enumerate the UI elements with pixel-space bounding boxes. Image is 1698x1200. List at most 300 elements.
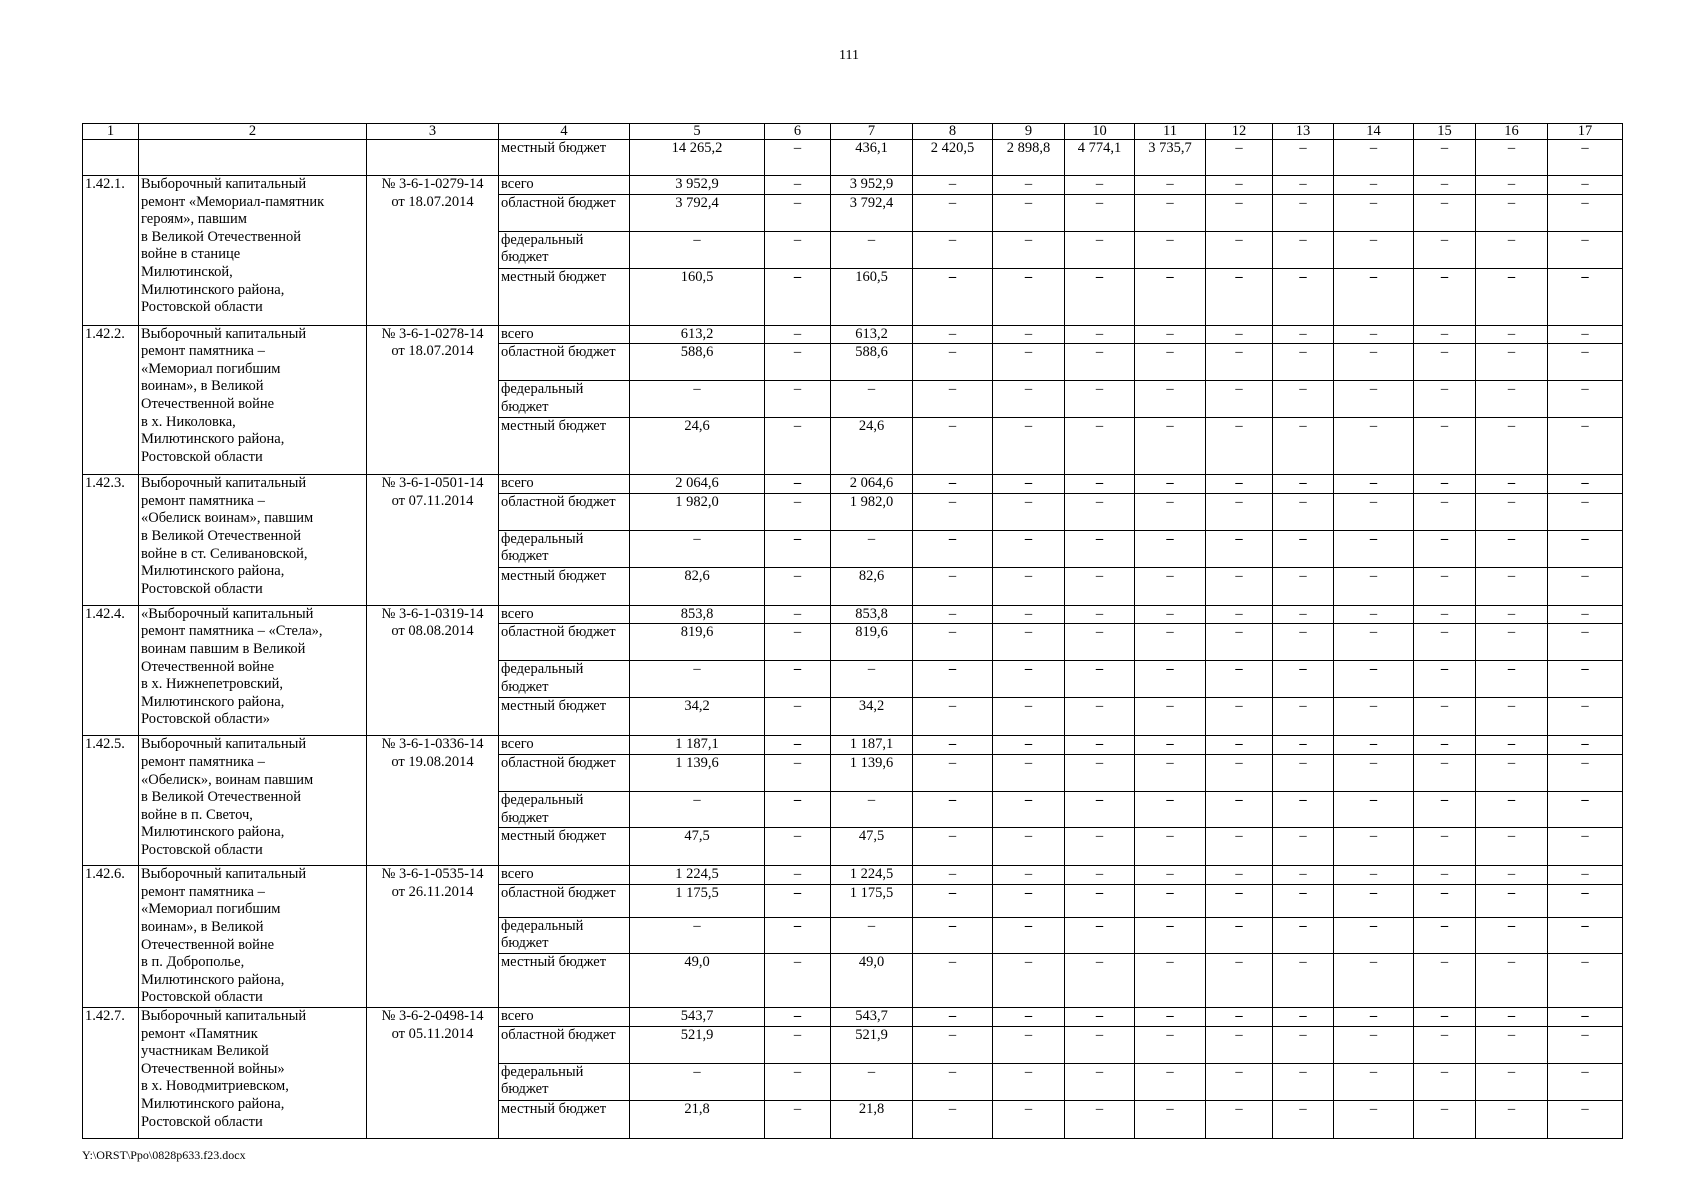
empty-cell (139, 140, 367, 176)
dash-cell: – (1206, 661, 1273, 698)
dash-cell: – (1273, 325, 1334, 344)
dash-cell: – (993, 344, 1065, 381)
value-cell: – (1273, 140, 1334, 176)
funding-source: федеральный бюджет (499, 917, 630, 953)
value-cell: 2 898,8 (993, 140, 1065, 176)
dash-cell: – (1334, 754, 1414, 791)
table-row (83, 325, 1623, 344)
dash-cell: – (1273, 381, 1334, 418)
funding-source: областной бюджет (499, 493, 630, 530)
dash-cell: – (1414, 475, 1476, 494)
dash-cell: – (1476, 624, 1548, 661)
dash-cell: – (1135, 698, 1206, 736)
dash-cell: – (1414, 194, 1476, 231)
dash-cell: – (1206, 1063, 1273, 1100)
header-cell: 15 (1414, 124, 1476, 140)
header-cell: 7 (831, 124, 913, 140)
dash-cell: – (913, 828, 993, 866)
item-code: 1.42.7. (83, 1007, 139, 1138)
dash-cell: – (913, 567, 993, 605)
dash-cell: – (1548, 1063, 1623, 1100)
value-cell: – (765, 493, 831, 530)
document-date: от 19.08.2014 (391, 753, 474, 770)
value-cell: – (765, 754, 831, 791)
dash-cell: – (1414, 828, 1476, 866)
dash-cell: – (1476, 866, 1548, 885)
dash-cell: – (1135, 661, 1206, 698)
value-cell: – (765, 791, 831, 827)
value-cell: 24,6 (630, 418, 765, 475)
dash-cell: – (993, 1063, 1065, 1100)
dash-cell: – (1414, 567, 1476, 605)
table-row (83, 176, 1623, 195)
dash-cell: – (913, 624, 993, 661)
dash-cell: – (1065, 475, 1135, 494)
header-cell: 2 (139, 124, 367, 140)
dash-cell: – (993, 624, 1065, 661)
value-cell: – (765, 530, 831, 567)
item-document (367, 176, 499, 326)
dash-cell: – (1065, 176, 1135, 195)
value-cell: – (831, 661, 913, 698)
value-cell: 819,6 (831, 624, 913, 661)
dash-cell: – (1548, 530, 1623, 567)
dash-cell: – (1414, 917, 1476, 953)
dash-cell: – (1548, 1026, 1623, 1063)
dash-cell: – (1476, 917, 1548, 953)
dash-cell: – (1548, 884, 1623, 917)
dash-cell: – (1476, 884, 1548, 917)
dash-cell: – (1065, 1063, 1135, 1100)
dash-cell: – (913, 605, 993, 624)
dash-cell: – (1334, 661, 1414, 698)
value-cell: 14 265,2 (630, 140, 765, 176)
dash-cell: – (1414, 624, 1476, 661)
item-code: 1.42.6. (83, 866, 139, 1008)
dash-cell: – (1135, 1063, 1206, 1100)
dash-cell: – (1334, 828, 1414, 866)
dash-cell: – (1548, 1007, 1623, 1026)
value-cell: – (765, 605, 831, 624)
value-cell: 3 792,4 (831, 194, 913, 231)
item-document (367, 605, 499, 736)
funding-source: всего (499, 475, 630, 494)
dash-cell: – (1273, 754, 1334, 791)
value-cell: – (630, 661, 765, 698)
value-cell: 160,5 (831, 268, 913, 325)
dash-cell: – (1273, 194, 1334, 231)
dash-cell: – (913, 953, 993, 1007)
dash-cell: – (1334, 475, 1414, 494)
value-cell: 24,6 (831, 418, 913, 475)
item-code: 1.42.5. (83, 736, 139, 866)
dash-cell: – (1334, 1007, 1414, 1026)
dash-cell: – (913, 866, 993, 885)
dash-cell: – (1206, 381, 1273, 418)
dash-cell: – (1065, 624, 1135, 661)
header-cell: 9 (993, 124, 1065, 140)
item-name: Выборочный капитальный ремонт памятника – «Обелиск воинам», павшим в Великой Отечественной войне в ст. Селивановской, Милютинского района, Ростовской области (139, 475, 367, 606)
value-cell: 2 064,6 (831, 475, 913, 494)
funding-source: местный бюджет (499, 567, 630, 605)
value-cell: 1 187,1 (831, 736, 913, 755)
dash-cell: – (1135, 194, 1206, 231)
dash-cell: – (1065, 791, 1135, 827)
dash-cell: – (1135, 953, 1206, 1007)
funding-source: областной бюджет (499, 624, 630, 661)
dash-cell: – (993, 176, 1065, 195)
dash-cell: – (1206, 325, 1273, 344)
dash-cell: – (1334, 268, 1414, 325)
dash-cell: – (1414, 866, 1476, 885)
dash-cell: – (1548, 176, 1623, 195)
dash-cell: – (913, 1100, 993, 1138)
item-name: Выборочный капитальный ремонт «Памятник участникам Великой Отечественной войны» в х. Новодмитриевском, Милютинского района, Ростовской области (139, 1007, 367, 1138)
value-cell: 2 064,6 (630, 475, 765, 494)
dash-cell: – (913, 917, 993, 953)
dash-cell: – (993, 661, 1065, 698)
dash-cell: – (1206, 698, 1273, 736)
dash-cell: – (1135, 530, 1206, 567)
dash-cell: – (1273, 866, 1334, 885)
dash-cell: – (1273, 344, 1334, 381)
dash-cell: – (1206, 344, 1273, 381)
dash-cell: – (1206, 754, 1273, 791)
value-cell: – (765, 176, 831, 195)
dash-cell: – (1273, 493, 1334, 530)
header-cell: 4 (499, 124, 630, 140)
dash-cell: – (1065, 493, 1135, 530)
item-code: 1.42.1. (83, 176, 139, 326)
value-cell: 853,8 (831, 605, 913, 624)
value-cell: 82,6 (630, 567, 765, 605)
dash-cell: – (1548, 325, 1623, 344)
dash-cell: – (1548, 953, 1623, 1007)
dash-cell: – (1414, 736, 1476, 755)
dash-cell: – (993, 884, 1065, 917)
value-cell: 1 224,5 (831, 866, 913, 885)
header-cell: 13 (1273, 124, 1334, 140)
value-cell: 613,2 (630, 325, 765, 344)
dash-cell: – (1334, 624, 1414, 661)
dash-cell: – (913, 1063, 993, 1100)
table-row (83, 475, 1623, 494)
dash-cell: – (1065, 1026, 1135, 1063)
dash-cell: – (1476, 194, 1548, 231)
dash-cell: – (1065, 194, 1135, 231)
dash-cell: – (1414, 268, 1476, 325)
value-cell: – (765, 194, 831, 231)
dash-cell: – (1476, 231, 1548, 268)
value-cell: 543,7 (831, 1007, 913, 1026)
dash-cell: – (1206, 493, 1273, 530)
item-document (367, 736, 499, 866)
value-cell: – (1476, 140, 1548, 176)
value-cell: – (765, 475, 831, 494)
dash-cell: – (1414, 791, 1476, 827)
dash-cell: – (1273, 661, 1334, 698)
dash-cell: – (1206, 828, 1273, 866)
dash-cell: – (1414, 698, 1476, 736)
value-cell: 47,5 (831, 828, 913, 866)
dash-cell: – (1135, 418, 1206, 475)
dash-cell: – (1065, 344, 1135, 381)
dash-cell: – (1334, 1063, 1414, 1100)
value-cell: 521,9 (831, 1026, 913, 1063)
dash-cell: – (993, 231, 1065, 268)
dash-cell: – (1206, 567, 1273, 605)
dash-cell: – (1334, 1026, 1414, 1063)
dash-cell: – (1206, 605, 1273, 624)
value-cell: – (630, 231, 765, 268)
funding-source: местный бюджет (499, 1100, 630, 1138)
dash-cell: – (1548, 418, 1623, 475)
value-cell: 2 420,5 (913, 140, 993, 176)
dash-cell: – (1206, 231, 1273, 268)
dash-cell: – (1476, 268, 1548, 325)
document-date: от 05.11.2014 (391, 1025, 474, 1042)
dash-cell: – (993, 1026, 1065, 1063)
dash-cell: – (1273, 828, 1334, 866)
dash-cell: – (993, 381, 1065, 418)
value-cell: – (1548, 140, 1623, 176)
value-cell: – (765, 567, 831, 605)
dash-cell: – (1273, 917, 1334, 953)
dash-cell: – (1206, 736, 1273, 755)
dash-cell: – (1548, 736, 1623, 755)
dash-cell: – (913, 268, 993, 325)
dash-cell: – (1065, 736, 1135, 755)
item-code: 1.42.4. (83, 605, 139, 736)
header-cell: 11 (1135, 124, 1206, 140)
dash-cell: – (1135, 624, 1206, 661)
dash-cell: – (1476, 418, 1548, 475)
header-cell: 16 (1476, 124, 1548, 140)
dash-cell: – (913, 884, 993, 917)
dash-cell: – (1206, 530, 1273, 567)
table-row (83, 1007, 1623, 1026)
value-cell: – (765, 661, 831, 698)
dash-cell: – (993, 493, 1065, 530)
dash-cell: – (1414, 325, 1476, 344)
dash-cell: – (1273, 953, 1334, 1007)
dash-cell: – (1414, 1063, 1476, 1100)
dash-cell: – (1273, 884, 1334, 917)
dash-cell: – (1548, 381, 1623, 418)
dash-cell: – (1334, 917, 1414, 953)
value-cell: 160,5 (630, 268, 765, 325)
document-date: от 08.08.2014 (391, 623, 474, 640)
value-cell: 853,8 (630, 605, 765, 624)
dash-cell: – (1476, 754, 1548, 791)
document-number: № 3-6-2-0498-14 (381, 1007, 484, 1024)
dash-cell: – (1135, 736, 1206, 755)
header-cell: 5 (630, 124, 765, 140)
dash-cell: – (1273, 418, 1334, 475)
dash-cell: – (913, 231, 993, 268)
dash-cell: – (1476, 605, 1548, 624)
funding-source: всего (499, 736, 630, 755)
header-cell: 3 (367, 124, 499, 140)
document-number: № 3-6-1-0336-14 (381, 736, 484, 753)
value-cell: 3 952,9 (630, 176, 765, 195)
value-cell: 47,5 (630, 828, 765, 866)
dash-cell: – (1065, 1007, 1135, 1026)
dash-cell: – (1206, 475, 1273, 494)
value-cell: – (765, 884, 831, 917)
dash-cell: – (993, 953, 1065, 1007)
item-code: 1.42.2. (83, 325, 139, 475)
dash-cell: – (1548, 268, 1623, 325)
dash-cell: – (1334, 493, 1414, 530)
value-cell: – (765, 828, 831, 866)
table-row (83, 736, 1623, 755)
item-name: Выборочный капитальный ремонт «Мемориал-памятник героям», павшим в Великой Отечественной войне в станице Милютинской, Милютинского района, Ростовской области (139, 176, 367, 326)
dash-cell: – (1273, 624, 1334, 661)
value-cell: – (831, 1063, 913, 1100)
dash-cell: – (1548, 344, 1623, 381)
dash-cell: – (1548, 567, 1623, 605)
value-cell: – (630, 381, 765, 418)
dash-cell: – (1065, 325, 1135, 344)
value-cell: – (1414, 140, 1476, 176)
value-cell: 588,6 (630, 344, 765, 381)
value-cell: 1 139,6 (831, 754, 913, 791)
dash-cell: – (1273, 1100, 1334, 1138)
dash-cell: – (1206, 791, 1273, 827)
dash-cell: – (1334, 344, 1414, 381)
dash-cell: – (1548, 661, 1623, 698)
dash-cell: – (1065, 268, 1135, 325)
value-cell: – (765, 1100, 831, 1138)
value-cell: 1 982,0 (831, 493, 913, 530)
table-body (83, 140, 1623, 1139)
funding-source: областной бюджет (499, 344, 630, 381)
dash-cell: – (1476, 828, 1548, 866)
funding-source: федеральный бюджет (499, 661, 630, 698)
dash-cell: – (1206, 176, 1273, 195)
dash-cell: – (1273, 231, 1334, 268)
dash-cell: – (1273, 268, 1334, 325)
dash-cell: – (1414, 1007, 1476, 1026)
value-cell: 1 139,6 (630, 754, 765, 791)
dash-cell: – (1414, 231, 1476, 268)
dash-cell: – (1476, 176, 1548, 195)
dash-cell: – (913, 176, 993, 195)
dash-cell: – (1065, 828, 1135, 866)
dash-cell: – (913, 530, 993, 567)
dash-cell: – (1476, 493, 1548, 530)
dash-cell: – (1548, 493, 1623, 530)
dash-cell: – (1065, 231, 1135, 268)
dash-cell: – (1135, 475, 1206, 494)
dash-cell: – (993, 268, 1065, 325)
funding-source: местный бюджет (499, 698, 630, 736)
header-cell: 17 (1548, 124, 1623, 140)
dash-cell: – (1065, 661, 1135, 698)
item-document (367, 475, 499, 606)
dash-cell: – (1135, 828, 1206, 866)
value-cell: – (630, 791, 765, 827)
dash-cell: – (1476, 475, 1548, 494)
document-number: № 3-6-1-0279-14 (381, 176, 484, 192)
dash-cell: – (1334, 791, 1414, 827)
dash-cell: – (1065, 605, 1135, 624)
dash-cell: – (1273, 567, 1334, 605)
dash-cell: – (1548, 917, 1623, 953)
empty-cell (83, 140, 139, 176)
dash-cell: – (1476, 1007, 1548, 1026)
dash-cell: – (1414, 661, 1476, 698)
item-document (367, 1007, 499, 1138)
dash-cell: – (1135, 884, 1206, 917)
dash-cell: – (993, 475, 1065, 494)
funding-source: федеральный бюджет (499, 530, 630, 567)
value-cell: – (765, 624, 831, 661)
dash-cell: – (1135, 381, 1206, 418)
dash-cell: – (1476, 1100, 1548, 1138)
dash-cell: – (1334, 530, 1414, 567)
footer-file-path: Y:\ORST\Ppo\0828p633.f23.docx (82, 1148, 246, 1162)
dash-cell: – (1414, 176, 1476, 195)
dash-cell: – (1273, 530, 1334, 567)
value-cell: 436,1 (831, 140, 913, 176)
funding-source: областной бюджет (499, 884, 630, 917)
value-cell: – (630, 1063, 765, 1100)
dash-cell: – (1135, 493, 1206, 530)
dash-cell: – (1476, 567, 1548, 605)
dash-cell: – (1414, 1100, 1476, 1138)
dash-cell: – (1206, 1026, 1273, 1063)
dash-cell: – (1548, 698, 1623, 736)
dash-cell: – (1334, 231, 1414, 268)
dash-cell: – (1273, 1007, 1334, 1026)
dash-cell: – (1135, 1026, 1206, 1063)
dash-cell: – (1476, 1026, 1548, 1063)
funding-source: федеральный бюджет (499, 381, 630, 418)
value-cell: 49,0 (630, 953, 765, 1007)
dash-cell: – (1065, 381, 1135, 418)
dash-cell: – (1065, 754, 1135, 791)
dash-cell: – (1334, 381, 1414, 418)
value-cell: – (765, 344, 831, 381)
dash-cell: – (913, 661, 993, 698)
value-cell: 34,2 (831, 698, 913, 736)
dash-cell: – (993, 736, 1065, 755)
value-cell: 543,7 (630, 1007, 765, 1026)
dash-cell: – (1476, 661, 1548, 698)
dash-cell: – (1548, 828, 1623, 866)
dash-cell: – (1334, 176, 1414, 195)
value-cell: 21,8 (831, 1100, 913, 1138)
dash-cell: – (1476, 953, 1548, 1007)
value-cell: – (630, 530, 765, 567)
item-name: Выборочный капитальный ремонт памятника – «Мемориал погибшим воинам», в Великой Отечественной войне в х. Николовка, Милютинского района, Ростовской области (139, 325, 367, 475)
dash-cell: – (1065, 530, 1135, 567)
dash-cell: – (1135, 754, 1206, 791)
dash-cell: – (993, 530, 1065, 567)
dash-cell: – (1476, 736, 1548, 755)
dash-cell: – (993, 698, 1065, 736)
dash-cell: – (1548, 231, 1623, 268)
funding-source: всего (499, 176, 630, 195)
value-cell: – (831, 530, 913, 567)
dash-cell: – (1065, 884, 1135, 917)
document-date: от 26.11.2014 (391, 883, 474, 900)
value-cell: 521,9 (630, 1026, 765, 1063)
dash-cell: – (1135, 176, 1206, 195)
dash-cell: – (1334, 325, 1414, 344)
